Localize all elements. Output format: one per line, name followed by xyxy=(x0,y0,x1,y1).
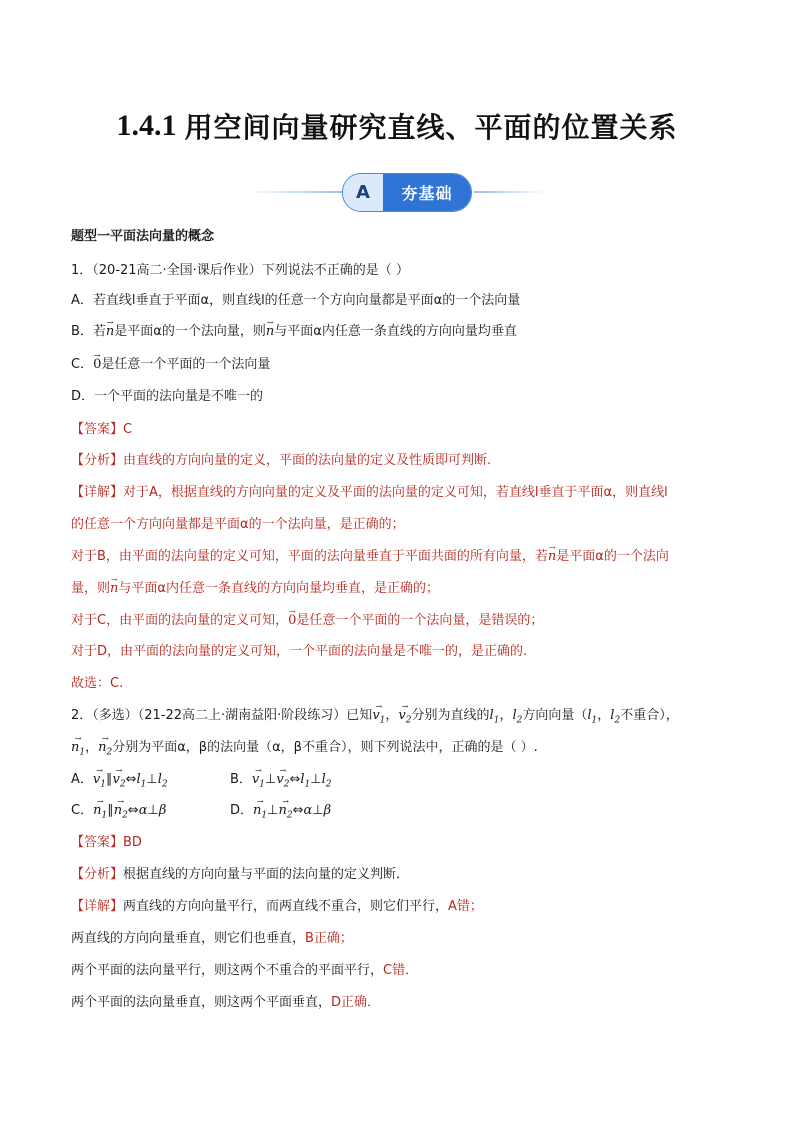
q2-option-b-label: B． xyxy=(230,772,252,787)
q1-detail-4-post: 与平面α内任意一条直线的方向向量均垂直，是正确的； xyxy=(118,581,439,596)
q2-detail-line-3 xyxy=(71,962,418,980)
vec-n-3: → n xyxy=(548,548,556,566)
vec-n2-1: → $n_2$ xyxy=(98,739,112,762)
q1-option-b-mid: 是平面α的一个法向量，则 xyxy=(114,324,266,339)
vec-v1-a: → $v_1$ xyxy=(93,771,106,794)
vec-zero-2: → 0 xyxy=(288,612,296,630)
q2-option-c-label: C． xyxy=(71,803,94,818)
q1-detail-text-1: 对于A，根据直线的方向向量的定义及平面的法向量的定义可知，若直线l垂直于平面α，则直线l xyxy=(123,485,668,500)
beta-c: β xyxy=(158,803,167,818)
q2-answer-value: BD xyxy=(123,835,142,850)
q2-detail-1-pre: 两直线的方向向量平行，而两直线不重合，则它们平行， xyxy=(123,899,449,914)
q2-answer xyxy=(71,834,142,852)
q1-option-c-post: 是任意一个平面的一个法向量 xyxy=(101,357,271,372)
section-heading: 题型一平面法向量的概念 xyxy=(71,229,215,244)
q1-detail-3-post: 是平面α的一个法向 xyxy=(556,549,669,564)
q1-option-d: D．一个平面的法向量是不唯一的 xyxy=(71,389,264,404)
q2-option-a-label: A． xyxy=(71,772,93,787)
alpha-c: α xyxy=(138,803,148,818)
q2-detail-3-res: C错． xyxy=(383,963,419,978)
l1-b: $l_1$ xyxy=(300,772,311,790)
q1-option-b-post: 与平面α内任意一条直线的方向向量均垂直 xyxy=(274,324,517,339)
q2-stem-1-post: 方向向量（ xyxy=(522,708,588,723)
l2-symbol: $l_2$ xyxy=(512,708,523,726)
q1-answer xyxy=(71,421,132,439)
q1-option-c-pre: C． xyxy=(71,357,94,372)
vec-v1-b: → $v_1$ xyxy=(252,771,265,794)
q1-detail-3-pre: 对于B，由平面的法向量的定义可知，平面的法向量垂直于平面共面的所有向量，若 xyxy=(71,549,548,564)
section-banner xyxy=(246,172,546,212)
q1-detail-5-post: 是任意一个平面的一个法向量，是错误的； xyxy=(296,613,544,628)
q1-detail-line-2: 的任意一个方向向量都是平面α的一个法向量，是正确的； xyxy=(71,517,405,532)
q1-detail-5-pre: 对于C，由平面的法向量的定义可知， xyxy=(71,613,289,628)
q2-option-d: D．→ $n_1\perp\to$ $n_2\Leftrightarrow\alpha\perp\beta$ xyxy=(230,802,331,825)
q1-conclusion: 故选：C. xyxy=(71,676,124,691)
l2-a: $l_2$ xyxy=(157,772,168,790)
q2-stem-line-1: 2．（多选）（21-22高二上·湖南益阳·阶段练习）已知→ $v_1$，→ $v_2$分别为直线的$l_1$，$l_2$方向向量（$l_1$，$l_2$不重合）， xyxy=(71,707,679,730)
vec-v2-b: → $v_2$ xyxy=(276,771,289,794)
q1-stem: 1．（20-21高二·全国·课后作业）下列说法不正确的是（ ） xyxy=(71,263,409,278)
q1-option-c xyxy=(71,356,270,374)
q1-detail-tag: 【详解】 xyxy=(71,485,124,500)
banner-letter: A xyxy=(343,174,383,211)
q1-detail-line-1 xyxy=(71,484,668,502)
l1-symbol-2: $l_1$ xyxy=(587,708,598,726)
title-text: 用空间向量研究直线、平面的位置关系 xyxy=(184,111,678,144)
q2-detail-3-pre: 两个平面的法向量平行，则这两个不重合的平面平行， xyxy=(71,963,384,978)
q1-answer-tag: 【答案】 xyxy=(71,422,124,437)
q1-detail-line-6: 对于D，由平面的法向量的定义可知，一个平面的法向量是不唯一的，是正确的. xyxy=(71,644,528,659)
q2-detail-4-pre: 两个平面的法向量垂直，则这两个平面垂直， xyxy=(71,995,332,1010)
l2-symbol-2: $l_2$ xyxy=(610,708,621,726)
q1-analysis-tag: 【分析】 xyxy=(71,453,124,468)
q2-detail-2-pre: 两直线的方向向量垂直，则它们也垂直， xyxy=(71,931,306,946)
q1-option-b-pre: B．若 xyxy=(71,324,106,339)
banner-right-line xyxy=(474,191,546,193)
q2-stem-2-mid: 分别为平面α，β的法向量（α，β不重合），则下列说法中，正确的是（ ）. xyxy=(112,740,538,755)
q1-option-a: A．若直线l垂直于平面α，则直线l的任意一个方向向量都是平面α的一个法向量 xyxy=(71,293,521,308)
q2-option-b: B．→ $v_1\perp\to$ $v_2\Leftrightarrow l_1\perp l_2$ xyxy=(230,771,331,794)
vec-v2-1: → $v_2$ xyxy=(398,707,411,730)
q1-answer-value: C xyxy=(123,422,133,437)
q2-detail-4-res: D正确． xyxy=(331,995,381,1010)
banner-left-line xyxy=(246,191,346,193)
q2-stem-line-2: → $n_1$，→ $n_2$分别为平面α，β的法向量（α，β不重合），则下列说法中，正确的是（ ）. xyxy=(71,739,538,762)
q2-option-a: A．→ $v_1\parallel\to$ $v_2\Leftrightarrow l_1\perp l_2$ xyxy=(71,771,168,794)
vec-v2-a: → $v_2$ xyxy=(113,771,126,794)
q2-detail-tag: 【详解】 xyxy=(71,899,124,914)
vec-n-1: → n xyxy=(106,323,114,341)
q1-detail-line-5 xyxy=(71,612,543,630)
q2-answer-tag: 【答案】 xyxy=(71,835,124,850)
page-title xyxy=(0,104,794,148)
q2-analysis xyxy=(71,866,409,884)
q2-option-c: C．→ $n_1\parallel\to$ $n_2\Leftrightarrow\alpha\perp\beta$ xyxy=(71,802,166,825)
q2-stem-1-pre: 2．（多选）（21-22高二上·湖南益阳·阶段练习）已知 xyxy=(71,708,373,723)
vec-n1-1: → $n_1$ xyxy=(71,739,85,762)
beta-d: β xyxy=(323,803,332,818)
vec-n2-c: → $n_2$ xyxy=(114,802,128,825)
vec-n2-d: → $n_2$ xyxy=(278,802,292,825)
vec-zero-1: → 0 xyxy=(93,356,101,374)
q2-detail-line-1 xyxy=(71,898,483,916)
alpha-d: α xyxy=(303,803,313,818)
vec-n1-d: → $n_1$ xyxy=(253,802,267,825)
q2-detail-line-2 xyxy=(71,930,353,948)
q2-detail-2-res: B正确； xyxy=(305,931,353,946)
q2-detail-1-res: A错； xyxy=(448,899,483,914)
l2-b: $l_2$ xyxy=(321,772,332,790)
vec-n-4: → n xyxy=(110,580,118,598)
q1-detail-4-pre: 量，则 xyxy=(71,581,111,596)
vec-n-2: → n xyxy=(266,323,274,341)
q2-stem-1-mid: 分别为直线的 xyxy=(411,708,490,723)
q1-option-b xyxy=(71,323,517,341)
vec-n1-c: → $n_1$ xyxy=(93,802,107,825)
q1-analysis xyxy=(71,452,491,470)
q2-stem-1-end: 不重合）， xyxy=(620,708,679,723)
q1-detail-line-4 xyxy=(71,580,439,598)
banner-pill xyxy=(342,173,472,212)
l1-a: $l_1$ xyxy=(136,772,147,790)
q1-analysis-text: 由直线的方向向量的定义，平面的法向量的定义及性质即可判断. xyxy=(123,453,492,468)
title-number: 1.4.1 xyxy=(116,109,177,142)
banner-label: 夯基础 xyxy=(383,174,471,211)
q2-analysis-text: 根据直线的方向向量与平面的法向量的定义判断． xyxy=(123,867,410,882)
q1-detail-line-3 xyxy=(71,548,669,566)
q2-analysis-tag: 【分析】 xyxy=(71,867,124,882)
l1-symbol: $l_1$ xyxy=(489,708,500,726)
q2-option-d-label: D． xyxy=(230,803,254,818)
q2-detail-line-4 xyxy=(71,994,380,1012)
vec-v1-1: → $v_1$ xyxy=(372,707,385,730)
